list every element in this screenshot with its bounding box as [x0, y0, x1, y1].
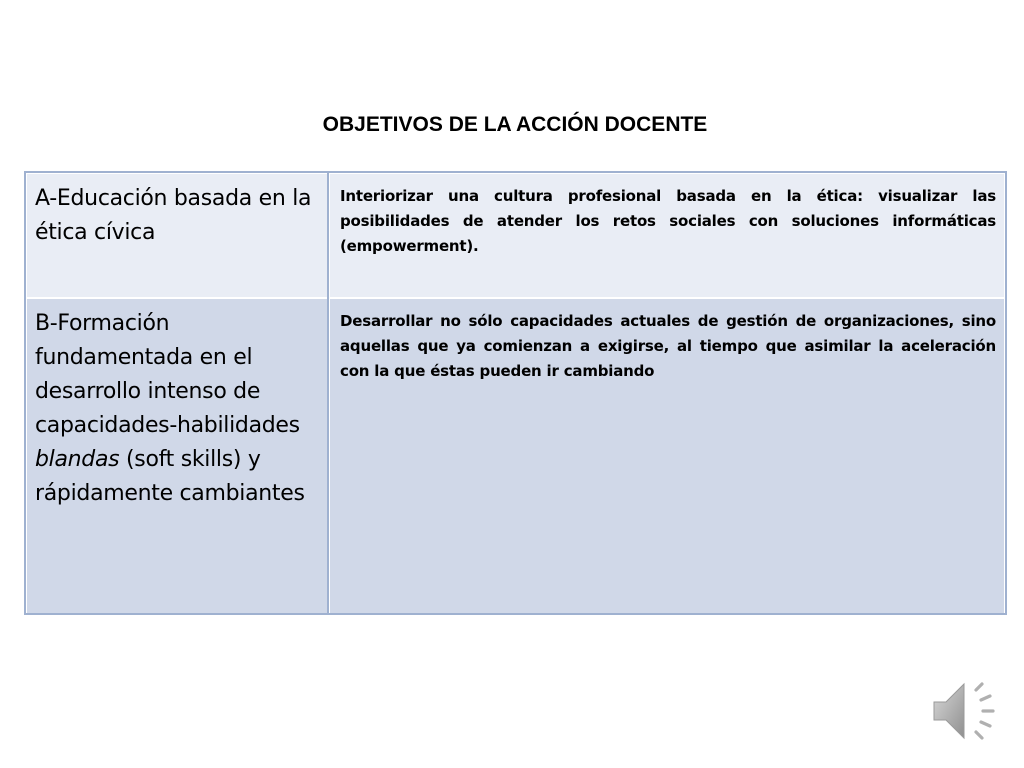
- table-row: [26, 298, 1005, 614]
- table-border-left: [24, 171, 26, 615]
- table-border-right: [1005, 171, 1007, 615]
- objectives-table: [25, 172, 1006, 615]
- objective-a-description: Interiorizar una cultura profesional basada en la ética: visualizar las posibilidades de atender los retos sociales con soluciones informáticas (empowerment).: [329, 173, 1005, 298]
- objective-b-title-emphasis: blandas: [35, 447, 120, 472]
- table-border-top: [25, 171, 1006, 173]
- table-row: [26, 173, 1005, 298]
- table-divider-vertical: [327, 171, 329, 615]
- objective-b-title: [26, 298, 329, 614]
- slide-title: OBJETIVOS DE LA ACCIÓN DOCENTE: [322, 113, 708, 136]
- speaker-icon[interactable]: [930, 676, 1000, 746]
- objective-b-title-text-end: (soft skills) y rápidamente cambiantes: [35, 447, 305, 506]
- objective-b-title-text: B-Formación fundamentada en el desarrollo intenso de capacidades-habilidades: [35, 311, 300, 438]
- table-border-bottom: [25, 613, 1006, 615]
- objective-a-title: A-Educación basada en la ética cívica: [26, 173, 329, 298]
- objective-b-description: Desarrollar no sólo capacidades actuales de gestión de organizaciones, sino aquellas que ya comienzan a exigirse, al tiempo que asimilar la aceleración con la que éstas pueden ir cambiando: [329, 298, 1005, 614]
